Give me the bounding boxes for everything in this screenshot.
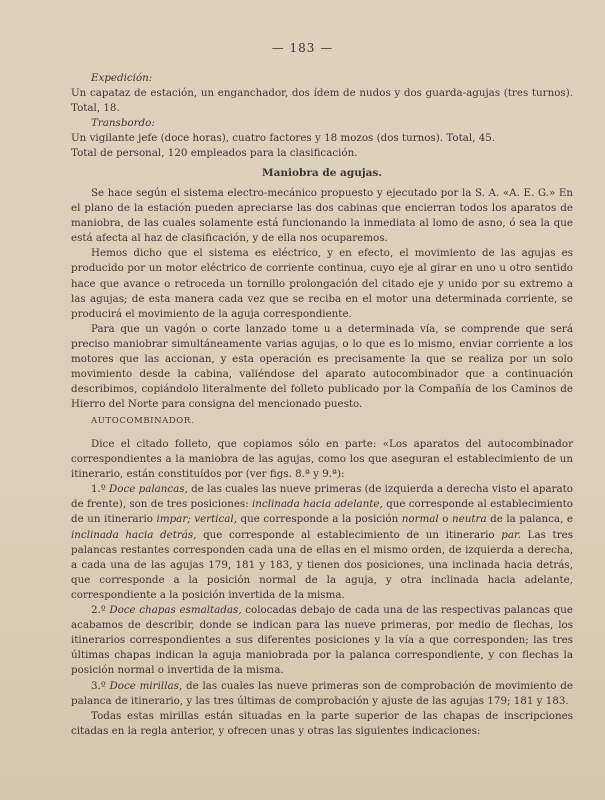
paragraph-3: Para que un vagón o corte lanzado tome u a determinada vía, se comprende que será preciso maniobrar simultáneamente varias agujas, o lo que es lo mismo, enviar corriente a los motores que las accionan, y esta operación es precisamente la que se realiza por un solo movimiento desde la cabina, valiéndose del aparato autocombinador que a continuación describimos, copiándolo literalmente del folleto publicado por la Compañía de los Caminos de Hierro del Norte para consigna del mencionado puesto. <box>71 322 573 411</box>
item-1-text-f: normal <box>401 513 439 526</box>
transbordo-text: Un vigilante jefe (doce horas), cuatro factores y 18 mozos (dos turnos). Total, 45. <box>71 132 496 145</box>
item-1-term: Doce palancas, <box>108 483 188 496</box>
item-1-text-e: que corresponde a la posición <box>237 513 402 526</box>
section-title: Maniobra de agujas. <box>261 167 382 179</box>
total-personal: Total de personal, 120 empleados para la clasificación. <box>71 147 358 160</box>
item-1-text-a: de las cuales las nueve primeras (de izquierda a derecha visto el aparato de frente), son de tres posiciones: <box>71 483 573 511</box>
closing-paragraph: Todas estas mirillas están situadas en la parte superior de las chapas de inscripciones citadas en la regla anterior, y ofrecen unas y otras las siguientes indicaciones: <box>71 709 573 737</box>
page-number: — 183 — <box>271 41 334 55</box>
item-2-num: 2.º <box>91 604 106 617</box>
item-1-text-l: par. <box>501 528 522 541</box>
item-1-text-m: Las tres palancas restantes corresponden cada una de ellas en el mismo orden, de izquierda a derecha, a cada una de las agujas 179, 181 y 183, y tienen dos posiciones, una inclinada hacia detrás, que corresponde a la posición normal de la aguja, y otra inclinada hacia adelante, correspondiente a la posición invertida de la misma. <box>71 528 573 601</box>
autocombinador-title: AUTOCOMBINADOR. <box>91 416 195 426</box>
maniobra-paragraphs <box>71 186 573 412</box>
item-1-text-g: o <box>438 513 453 526</box>
item-3-term: Doce mirillas, <box>109 679 183 692</box>
item-1-text-j: inclinada hacia detrás, <box>71 528 197 541</box>
transbordo-heading: Transbordo: <box>91 117 155 130</box>
item-1-num: 1.º <box>91 483 106 496</box>
item-1-text-i: de la palanca, e <box>486 513 573 526</box>
item-2-text: colocadas debajo de cada una de las respectivas palancas que acabamos de describir, donde se indican para las nueve primeras, por medio de flechas, los itinerarios correspondientes a sus diferentes posiciones y la vía a que corresponden; las tres últimas chapas indican la aguja maniobrada por la palanca correspondiente, y con flechas la posición normal o invertida de la misma. <box>71 604 573 677</box>
paragraph-1: Se hace según el sistema electro-mecánico propuesto y ejecutado por la S. A. «A. E. G.» En el plano de la estación pueden apreciarse las dos cabinas que encierran todos los aparatos de maniobra, de las cuales solamente está funcionando la inmediata al lomo de asno, ó sea la que está afecta al haz de clasificación, y de ella nos ocuparemos. <box>71 187 573 245</box>
item-1-text-d: impar; vertical, <box>156 513 237 526</box>
item-3 <box>71 679 573 709</box>
item-3-text: de las cuales las nueve primeras son de comprobación de movimiento de palanca de itinerario, y las tres últimas de comprobación y ajuste de las agujas 179; 181 y 183. <box>71 679 573 707</box>
autocombinador-body <box>71 437 573 739</box>
maniobra-section <box>71 166 573 181</box>
expedicion-text: Un capataz de estación, un enganchador, dos ídem de nudos y dos guarda-agujas (tres turnos). Total, 18. <box>71 87 573 115</box>
item-1 <box>71 482 573 603</box>
paragraph-2: Hemos dicho que el sistema es eléctrico, y en efecto, el movimiento de las agujas es producido por un motor eléctrico de corriente continua, cuyo eje al girar en uno u otro sentido hace que avance o retroceda un tornillo prolongación del citado eje y unido por su extremo a las agujas; de esta manera cada vez que se reciba en el motor una determinada corriente, se producirá el movimiento de la aguja correspondiente. <box>71 247 573 320</box>
item-1-text-b: inclinada hacia adelante, <box>252 498 383 511</box>
item-1-text-h: neutra <box>452 513 487 526</box>
autocombinador-intro: Dice el citado folleto, que copiamos sólo en parte: «Los aparatos del autocombinador correspondientes a la maniobra de las agujas, como los que aseguran el establecimiento de un itinerario, están constituídos por (ver figs. 8.ª y 9.ª): <box>71 438 573 481</box>
autocombinador-heading-block <box>71 414 573 429</box>
expedicion-heading: Expedición: <box>91 72 153 84</box>
item-3-num: 3.º <box>91 679 106 692</box>
expedicion-block <box>71 71 573 162</box>
item-2-term: Doce chapas esmaltadas, <box>109 604 242 617</box>
item-2 <box>71 603 573 678</box>
item-1-text-c: que corresponde al establecimiento de un itinerario <box>71 498 573 526</box>
item-1-text-k: que corresponde al establecimiento de un itinerario <box>196 528 502 541</box>
